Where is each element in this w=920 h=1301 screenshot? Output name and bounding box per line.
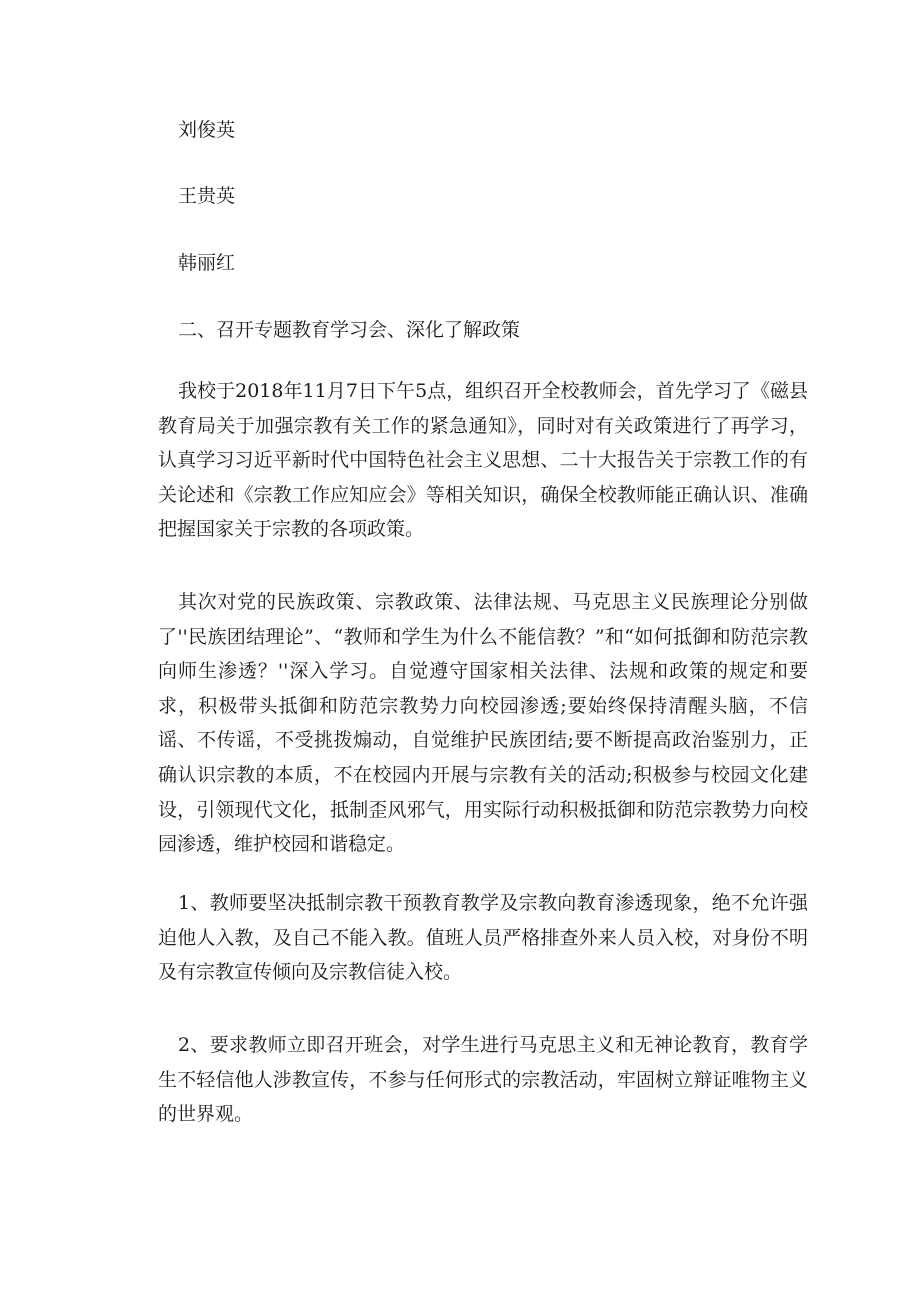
paragraph-policy-study: 其次对党的民族政策、宗教政策、法律法规、马克思主义民族理论分别做了''民族团结理论”、“教师和学生为什么不能信教？”和“如何抵御和防范宗教向师生渗透？''深入学习。自觉遵守国家相关法律、法规和政策的规定和要求，积极带头抵御和防范宗教势力向校园渗透;要始终保持清醒头脑，不信谣、不传谣，不受挑拨煽动，自觉维护民族团结;要不断提高政治鉴别力，正确认识宗教的本质，不在校园内开展与宗教有关的活动;积极参与校园文化建设，引领现代文化，抵制歪风邪气，用实际行动积极抵御和防范宗教势力向校园渗透，维护校园和谐稳定。 bbox=[158, 591, 808, 856]
section-heading: 二、召开专题教育学习会、深化了解政策 bbox=[178, 319, 521, 341]
name-han-lihong: 韩丽红 bbox=[178, 252, 236, 274]
name-liu-junying: 刘俊英 bbox=[178, 119, 236, 141]
paragraph-item-2: 2、要求教师立即召开班会，对学生进行马克思主义和无神论教育，教育学生不轻信他人涉教宣传，不参与任何形式的宗教活动，牢固树立辩证唯物主义的世界观。 bbox=[158, 1034, 808, 1126]
paragraph-item-1: 1、教师要坚决抵制宗教干预教育教学及宗教向教育渗透现象，绝不允许强迫他人入教，及自己不能入教。值班人员严格排查外来人员入校，对身份不明及有宗教宣传倾向及宗教信徒入校。 bbox=[158, 892, 808, 984]
paragraph-study-meeting: 我校于2018年11月7日下午5点，组织召开全校教师会，首先学习了《磁县教育局关于加强宗教有关工作的紧急通知》，同时对有关政策进行了再学习，认真学习习近平新时代中国特色社会主义思想、二十大报告关于宗教工作的有关论述和《宗教工作应知应会》等相关知识，确保全校教师能正确认识、准确把握国家关于宗教的各项政策。 bbox=[158, 380, 808, 541]
name-wang-guiying: 王贵英 bbox=[178, 185, 236, 207]
